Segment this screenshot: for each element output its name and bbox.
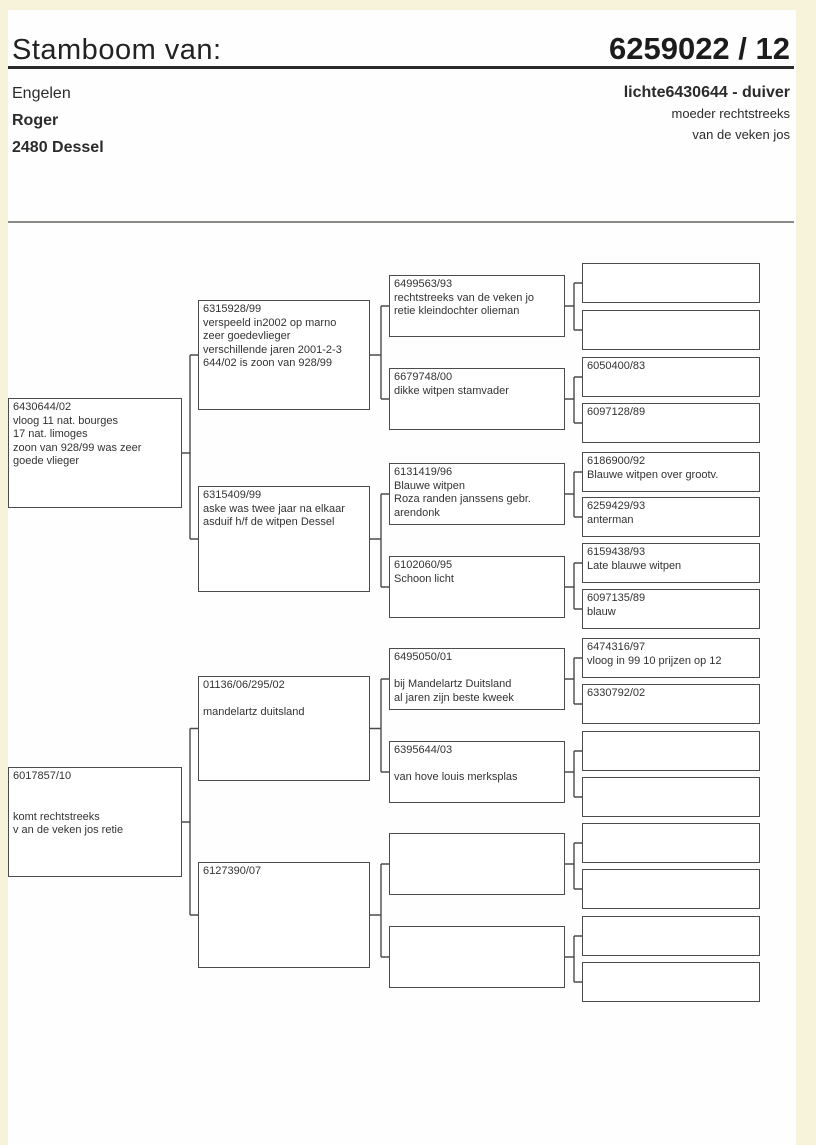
- box-text-line: asduif h/f de witpen Dessel: [203, 516, 335, 528]
- box-text-line: van hove louis merksplas: [394, 771, 518, 783]
- pedigree-box-gen4-0: [582, 263, 760, 303]
- pedigree-box-gen3-1: [389, 368, 565, 430]
- box-text-line: blauw: [587, 605, 616, 618]
- pedigree-box-gen4-15: [582, 962, 760, 1002]
- box-text-line: 6017857/10: [13, 770, 72, 782]
- pedigree-box-gen4-8: [582, 638, 760, 678]
- box-text-line: 6315409/99: [203, 489, 262, 501]
- box-text-line: aske was twee jaar na elkaar: [203, 502, 345, 515]
- box-text-line: [394, 758, 560, 772]
- pedigree-box-gen3-3: [389, 556, 565, 618]
- box-text-line: Late blauwe witpen: [587, 559, 682, 572]
- pedigree-box-gen3-2: [389, 463, 565, 525]
- box-text-line: 6499563/93: [394, 278, 453, 290]
- pedigree-box-gen4-2: [582, 357, 760, 397]
- pedigree-box-gen1-1: [8, 767, 182, 877]
- pedigree-box-gen2-1: [198, 486, 370, 592]
- box-text-line: verschillende jaren 2001-2-3: [203, 343, 342, 356]
- box-text-line: [203, 693, 365, 707]
- box-text-line: 6131419/96: [394, 466, 453, 478]
- box-text-line: 6159438/93: [587, 546, 646, 558]
- box-text-line: arendonk: [394, 506, 440, 519]
- box-text-line: anterman: [587, 513, 634, 526]
- box-text-line: Schoon licht: [394, 572, 454, 585]
- box-text-line: verspeeld in2002 op marno: [203, 316, 337, 329]
- ring-number: 6259022 / 12: [608, 31, 790, 66]
- pedigree-box-gen3-7: [389, 926, 565, 988]
- box-text-line: retie kleindochter olieman: [394, 305, 520, 317]
- box-text-line: 6315928/99: [203, 303, 262, 315]
- pedigree-box-gen4-6: [582, 543, 760, 583]
- box-text-line: Blauwe witpen over grootv.: [587, 468, 719, 481]
- pedigree-box-gen4-5: [582, 497, 760, 537]
- box-text-line: mandelartz duitsland: [203, 706, 305, 718]
- box-text-line: [394, 665, 560, 679]
- box-text-line: 6474316/97: [587, 641, 646, 653]
- pedigree-box-gen4-10: [582, 731, 760, 771]
- pedigree-box-gen4-12: [582, 823, 760, 863]
- box-text-line: 6430644/02: [13, 401, 72, 413]
- pedigree-box-gen4-3: [582, 403, 760, 443]
- box-text-line: 6495050/01: [394, 651, 453, 663]
- box-text-line: 6097135/89: [587, 592, 646, 604]
- page-title: Stamboom van:: [12, 34, 222, 66]
- bird-breeder-line: van de veken jos: [692, 127, 790, 142]
- pedigree-box-gen2-0: [198, 300, 370, 410]
- pedigree-box-gen3-6: [389, 833, 565, 895]
- box-text-line: zoon van 928/99 was zeer: [13, 441, 142, 454]
- box-text-line: 6679748/00: [394, 371, 453, 383]
- box-text-line: komt rechtstreeks: [13, 810, 100, 823]
- box-text-line: Roza randen janssens gebr.: [394, 493, 531, 505]
- owner-surname: Engelen: [12, 85, 71, 102]
- pedigree-box-gen4-1: [582, 310, 760, 350]
- box-text-line: al jaren zijn beste kweek: [394, 691, 514, 704]
- box-text-line: [13, 797, 177, 811]
- box-text-line: vloog 11 nat. bourges: [13, 414, 118, 427]
- pedigree-box-gen4-4: [582, 452, 760, 492]
- box-text-line: 17 nat. limoges: [13, 428, 88, 440]
- box-text-line: Blauwe witpen: [394, 479, 465, 492]
- box-text-line: bij Mandelartz Duitsland: [394, 678, 512, 690]
- box-text-line: rechtstreeks van de veken jo: [394, 291, 535, 304]
- box-text-line: 6097128/89: [587, 406, 646, 418]
- box-text-line: 6259429/93: [587, 500, 646, 512]
- pedigree-box-gen3-4: [389, 648, 565, 710]
- bird-id: lichte6430644 - duiver: [623, 84, 790, 101]
- owner-firstname: Roger: [12, 112, 59, 129]
- pedigree-box-gen4-9: [582, 684, 760, 724]
- box-text-line: 6186900/92: [587, 455, 646, 467]
- box-text-line: [13, 784, 177, 798]
- pedigree-box-gen4-7: [582, 589, 760, 629]
- bird-relation-line: moeder rechtstreeks: [671, 106, 790, 121]
- box-text-line: zeer goedevlieger: [203, 330, 291, 342]
- box-text-line: 644/02 is zoon van 928/99: [203, 357, 333, 369]
- pedigree-box-gen1-0: [8, 398, 182, 508]
- pedigree-box-gen3-0: [389, 275, 565, 337]
- pedigree-box-gen2-3: [198, 862, 370, 968]
- pedigree-box-gen4-13: [582, 869, 760, 909]
- pedigree-box-gen3-5: [389, 741, 565, 803]
- box-text-line: dikke witpen stamvader: [394, 384, 509, 397]
- pedigree-box-gen2-2: [198, 676, 370, 781]
- owner-address: 2480 Dessel: [12, 139, 104, 156]
- box-text-line: 6127390/07: [203, 865, 262, 877]
- box-text-line: 6050400/83: [587, 360, 646, 372]
- pedigree-box-gen4-11: [582, 777, 760, 817]
- box-text-line: vloog in 99 10 prijzen op 12: [587, 654, 722, 667]
- box-text-line: 6330792/02: [587, 687, 646, 699]
- box-text-line: 01136/06/295/02: [203, 679, 285, 691]
- pedigree-box-gen4-14: [582, 916, 760, 956]
- box-text-line: v an de veken jos retie: [13, 824, 124, 836]
- box-text-line: goede vlieger: [13, 455, 80, 467]
- box-text-line: 6102060/95: [394, 559, 453, 571]
- box-text-line: 6395644/03: [394, 744, 453, 756]
